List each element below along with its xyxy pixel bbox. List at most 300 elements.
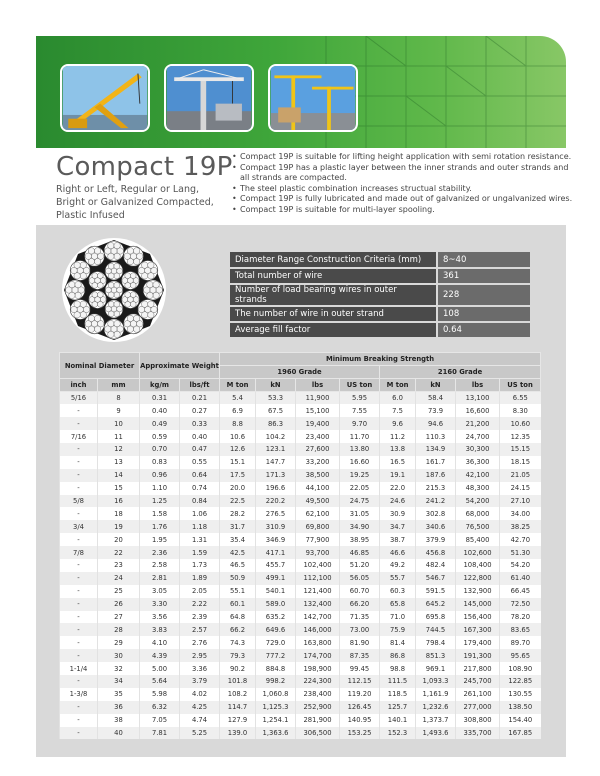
table-cell: 99.45	[340, 662, 380, 675]
table-cell: 112.15	[340, 675, 380, 688]
table-cell: 0.40	[180, 430, 220, 443]
column-header: M ton	[220, 379, 256, 392]
table-cell: 0.27	[180, 404, 220, 417]
feature-item: • Compact 19P is fully lubricated and made out of galvanized or ungalvanized wires.	[232, 194, 577, 205]
table-cell: 15,100	[296, 404, 340, 417]
table-cell: -	[60, 507, 98, 520]
table-cell: 0.33	[180, 417, 220, 430]
table-cell: 27,600	[296, 443, 340, 456]
table-cell: 90.2	[220, 662, 256, 675]
table-cell: 81.90	[340, 636, 380, 649]
table-cell: 25	[98, 585, 140, 598]
table-cell: 220.2	[256, 495, 296, 508]
spec-label: Diameter Range Construction Criteria (mm)	[230, 252, 437, 268]
table-cell: 798.4	[416, 636, 456, 649]
table-row	[60, 430, 541, 443]
table-cell: 277,000	[456, 701, 500, 714]
table-row	[60, 649, 541, 662]
table-cell: 110.3	[416, 430, 456, 443]
table-row	[60, 520, 541, 533]
outer-strand	[65, 280, 85, 300]
table-cell: 0.84	[180, 495, 220, 508]
table-cell: 19,400	[296, 417, 340, 430]
table-cell: 34.00	[500, 507, 541, 520]
table-cell: 101.8	[220, 675, 256, 688]
table-cell: 1.89	[180, 572, 220, 585]
table-cell: 28.2	[220, 507, 256, 520]
table-cell: 20.0	[220, 482, 256, 495]
table-cell: 61.40	[500, 572, 541, 585]
spec-row	[230, 322, 530, 338]
table-cell: 591.5	[416, 585, 456, 598]
table-cell: 72.50	[500, 598, 541, 611]
table-cell: 146,000	[296, 623, 340, 636]
table-cell: 35.4	[220, 533, 256, 546]
table-cell: -	[60, 701, 98, 714]
table-cell: 589.0	[256, 598, 296, 611]
table-cell: 42.70	[500, 533, 541, 546]
table-cell: 81.4	[380, 636, 416, 649]
rope-cross-section-diagram	[60, 236, 168, 344]
table-cell: 417.1	[256, 546, 296, 559]
table-cell: 75.9	[380, 623, 416, 636]
table-cell: 2.81	[140, 572, 180, 585]
table-cell: 163,800	[296, 636, 340, 649]
column-header: US ton	[340, 379, 380, 392]
table-cell: 31.05	[340, 507, 380, 520]
table-cell: 5.25	[180, 727, 220, 740]
table-cell: 54.20	[500, 559, 541, 572]
spec-value: 361	[437, 268, 530, 284]
table-cell: 24,700	[456, 430, 500, 443]
table-cell: 50.9	[220, 572, 256, 585]
table-row	[60, 662, 541, 675]
table-cell: 64.8	[220, 611, 256, 624]
table-cell: 102,400	[296, 559, 340, 572]
header-banner	[36, 36, 566, 148]
outer-strand	[143, 280, 163, 300]
table-cell: 7.55	[340, 404, 380, 417]
spec-label: Number of load bearing wires in outer strands	[230, 284, 437, 306]
inner-strand	[105, 300, 123, 318]
table-cell: 22	[98, 546, 140, 559]
table-cell: 42,100	[456, 469, 500, 482]
feature-item: • The steel plastic combination increases structual stability.	[232, 184, 577, 195]
table-cell: 30,300	[456, 443, 500, 456]
table-cell: 5.64	[140, 675, 180, 688]
table-cell: 1.18	[180, 520, 220, 533]
table-row	[60, 611, 541, 624]
table-row	[60, 495, 541, 508]
table-cell: 132,400	[296, 598, 340, 611]
table-cell: 241.2	[416, 495, 456, 508]
table-cell: -	[60, 585, 98, 598]
table-cell: 126.45	[340, 701, 380, 714]
table-cell: 4.02	[180, 688, 220, 701]
table-cell: 112,100	[296, 572, 340, 585]
table-cell: 74.3	[220, 636, 256, 649]
table-cell: 138.50	[500, 701, 541, 714]
table-cell: 245,700	[456, 675, 500, 688]
table-cell: 108,400	[456, 559, 500, 572]
table-cell: 11,900	[296, 391, 340, 404]
table-cell: 4.74	[180, 714, 220, 727]
column-header: lbs	[456, 379, 500, 392]
table-cell: 456.8	[416, 546, 456, 559]
table-cell: 140.95	[340, 714, 380, 727]
table-cell: 121,400	[296, 585, 340, 598]
table-cell: 118.5	[380, 688, 416, 701]
table-cell: 3.83	[140, 623, 180, 636]
table-cell: 5.4	[220, 391, 256, 404]
table-cell: 0.96	[140, 469, 180, 482]
table-cell: 8.30	[500, 404, 541, 417]
table-cell: 102,600	[456, 546, 500, 559]
table-cell: 147.7	[256, 456, 296, 469]
table-cell: 4.25	[180, 701, 220, 714]
table-cell: 12	[98, 443, 140, 456]
table-cell: 142,700	[296, 611, 340, 624]
table-row	[60, 469, 541, 482]
table-cell: -	[60, 469, 98, 482]
table-cell: 695.8	[416, 611, 456, 624]
table-cell: 5.95	[340, 391, 380, 404]
table-cell: 9	[98, 404, 140, 417]
table-cell: 60.70	[340, 585, 380, 598]
table-cell: 114.7	[220, 701, 256, 714]
core-strand	[105, 281, 123, 299]
table-cell: 12.6	[220, 443, 256, 456]
nominal-diameter-header: Nominal Diameter	[60, 353, 140, 379]
table-row	[60, 482, 541, 495]
table-cell: 38.95	[340, 533, 380, 546]
table-cell: 55.7	[380, 572, 416, 585]
table-cell: 1.25	[140, 495, 180, 508]
crane-boom-photo	[60, 64, 150, 132]
table-cell: 83.65	[500, 623, 541, 636]
table-cell: 1,161.9	[416, 688, 456, 701]
table-row	[60, 598, 541, 611]
table-cell: 1.10	[140, 482, 180, 495]
table-cell: 1.59	[180, 546, 220, 559]
table-cell: 6.9	[220, 404, 256, 417]
table-cell: 12.35	[500, 430, 541, 443]
table-cell: 40	[98, 727, 140, 740]
spec-label: Total number of wire	[230, 268, 437, 284]
table-cell: 171.3	[256, 469, 296, 482]
table-cell: 3.36	[180, 662, 220, 675]
table-cell: 15.1	[220, 456, 256, 469]
spec-value: 108	[437, 306, 530, 322]
table-cell: 335,700	[456, 727, 500, 740]
table-cell: 73.00	[340, 623, 380, 636]
table-cell: 27.10	[500, 495, 541, 508]
approximate-weight-header: Approximate Weight	[140, 353, 220, 379]
table-cell: 46.6	[380, 546, 416, 559]
table-cell: 18	[98, 507, 140, 520]
table-row	[60, 714, 541, 727]
table-row	[60, 675, 541, 688]
table-cell: 635.2	[256, 611, 296, 624]
table-cell: 0.55	[180, 456, 220, 469]
table-row	[60, 546, 541, 559]
table-cell: 79.3	[220, 649, 256, 662]
column-header: kN	[256, 379, 296, 392]
table-cell: 122.85	[500, 675, 541, 688]
table-cell: 302.8	[416, 507, 456, 520]
inner-strand	[105, 262, 123, 280]
table-cell: 48,300	[456, 482, 500, 495]
table-cell: 34	[98, 675, 140, 688]
table-cell: -	[60, 598, 98, 611]
feature-item: • Compact 19P is suitable for lifting height application with semi rotation resistance.	[232, 152, 577, 163]
outer-strand	[104, 241, 124, 261]
spec-row	[230, 252, 530, 268]
table-cell: 154.40	[500, 714, 541, 727]
table-cell: 261,100	[456, 688, 500, 701]
table-cell: 346.9	[256, 533, 296, 546]
table-cell: 0.21	[180, 391, 220, 404]
table-cell: 122,800	[456, 572, 500, 585]
table-cell: 139.0	[220, 727, 256, 740]
table-cell: 1.76	[140, 520, 180, 533]
product-title: Compact 19P	[56, 152, 233, 182]
table-cell: 1.73	[180, 559, 220, 572]
table-cell: 153.25	[340, 727, 380, 740]
table-cell: 224,300	[296, 675, 340, 688]
table-cell: 198,900	[296, 662, 340, 675]
table-cell: -	[60, 533, 98, 546]
table-cell: 62,100	[296, 507, 340, 520]
column-header: kN	[416, 379, 456, 392]
table-cell: 4.10	[140, 636, 180, 649]
table-cell: 85,400	[456, 533, 500, 546]
table-cell: -	[60, 404, 98, 417]
table-row	[60, 443, 541, 456]
table-cell: -	[60, 443, 98, 456]
table-cell: 455.7	[256, 559, 296, 572]
table-cell: 44,100	[296, 482, 340, 495]
table-cell: 58.4	[416, 391, 456, 404]
table-cell: -	[60, 572, 98, 585]
table-row	[60, 727, 541, 740]
table-cell: 15.15	[500, 443, 541, 456]
table-cell: 11	[98, 430, 140, 443]
table-cell: 19.25	[340, 469, 380, 482]
table-cell: 86.3	[256, 417, 296, 430]
table-cell: 9.6	[380, 417, 416, 430]
product-subtitle: Right or Left, Regular or Lang, Bright or Galvanized Compacted, Plastic Infused	[56, 184, 214, 221]
table-cell: 132,900	[456, 585, 500, 598]
table-cell: 3.56	[140, 611, 180, 624]
spec-label: Average fill factor	[230, 322, 437, 338]
table-cell: 281,900	[296, 714, 340, 727]
table-cell: -	[60, 611, 98, 624]
table-cell: 379.9	[416, 533, 456, 546]
table-cell: 11.70	[340, 430, 380, 443]
table-cell: 1,373.7	[416, 714, 456, 727]
table-cell: 340.6	[416, 520, 456, 533]
table-row	[60, 507, 541, 520]
outer-strand	[104, 319, 124, 339]
table-cell: 161.7	[416, 456, 456, 469]
table-cell: 8.8	[220, 417, 256, 430]
table-cell: 2.58	[140, 559, 180, 572]
table-cell: 38	[98, 714, 140, 727]
table-cell: 69,800	[296, 520, 340, 533]
table-cell: 76,500	[456, 520, 500, 533]
table-cell: 38.25	[500, 520, 541, 533]
table-cell: 23,400	[296, 430, 340, 443]
table-cell: 127.9	[220, 714, 256, 727]
table-cell: -	[60, 482, 98, 495]
table-cell: 20	[98, 533, 140, 546]
table-cell: 4.39	[140, 649, 180, 662]
table-cell: 28	[98, 623, 140, 636]
table-cell: 3.30	[140, 598, 180, 611]
table-cell: 87.35	[340, 649, 380, 662]
table-row	[60, 688, 541, 701]
table-cell: 66.20	[340, 598, 380, 611]
table-cell: 17.5	[220, 469, 256, 482]
table-cell: 2.95	[180, 649, 220, 662]
table-cell: 134.9	[416, 443, 456, 456]
table-cell: 66.45	[500, 585, 541, 598]
table-cell: 32	[98, 662, 140, 675]
table-cell: 1,254.1	[256, 714, 296, 727]
table-cell: 217,800	[456, 662, 500, 675]
table-cell: 10	[98, 417, 140, 430]
table-cell: 174,700	[296, 649, 340, 662]
table-cell: 98.8	[380, 662, 416, 675]
grade-2160-header: 2160 Grade	[380, 366, 541, 379]
table-cell: 7/16	[60, 430, 98, 443]
table-cell: 16.60	[340, 456, 380, 469]
table-row	[60, 456, 541, 469]
table-cell: 77,900	[296, 533, 340, 546]
table-cell: 156,400	[456, 611, 500, 624]
table-cell: 42.5	[220, 546, 256, 559]
table-cell: 482.4	[416, 559, 456, 572]
table-cell: 744.5	[416, 623, 456, 636]
table-cell: 22.5	[220, 495, 256, 508]
outer-strand	[138, 261, 158, 281]
table-cell: 238,400	[296, 688, 340, 701]
table-row	[60, 572, 541, 585]
table-cell: 60.1	[220, 598, 256, 611]
table-cell: 67.5	[256, 404, 296, 417]
inner-strand	[89, 291, 107, 309]
table-cell: 86.8	[380, 649, 416, 662]
table-cell: 540.1	[256, 585, 296, 598]
table-cell: 21,200	[456, 417, 500, 430]
table-cell: 95.65	[500, 649, 541, 662]
table-cell: 26	[98, 598, 140, 611]
table-cell: 66.2	[220, 623, 256, 636]
table-cell: 15	[98, 482, 140, 495]
table-cell: 130.55	[500, 688, 541, 701]
table-cell: 19	[98, 520, 140, 533]
spec-value: 228	[437, 284, 530, 306]
table-cell: 53.3	[256, 391, 296, 404]
table-cell: 38.7	[380, 533, 416, 546]
column-header: kg/m	[140, 379, 180, 392]
table-cell: 145,000	[456, 598, 500, 611]
spec-value: 0.64	[437, 322, 530, 338]
table-cell: 152.3	[380, 727, 416, 740]
feature-list	[232, 152, 577, 215]
table-cell: -	[60, 456, 98, 469]
table-cell: 31.7	[220, 520, 256, 533]
table-cell: 24.6	[380, 495, 416, 508]
column-header: mm	[98, 379, 140, 392]
table-cell: 108.2	[220, 688, 256, 701]
table-cell: 308,800	[456, 714, 500, 727]
table-cell: 3.05	[140, 585, 180, 598]
table-cell: 777.2	[256, 649, 296, 662]
table-cell: 16	[98, 495, 140, 508]
table-cell: 51.30	[500, 546, 541, 559]
table-cell: 13,100	[456, 391, 500, 404]
table-cell: 111.5	[380, 675, 416, 688]
table-cell: 24.15	[500, 482, 541, 495]
table-cell: 187.6	[416, 469, 456, 482]
table-cell: 7.81	[140, 727, 180, 740]
table-cell: 6.55	[500, 391, 541, 404]
table-cell: 11.2	[380, 430, 416, 443]
table-cell: 8	[98, 391, 140, 404]
outer-strand	[124, 314, 144, 334]
table-cell: 167,300	[456, 623, 500, 636]
table-row	[60, 636, 541, 649]
table-cell: 1.31	[180, 533, 220, 546]
table-row	[60, 559, 541, 572]
table-cell: 49,500	[296, 495, 340, 508]
table-cell: 2.22	[180, 598, 220, 611]
column-header: M ton	[380, 379, 416, 392]
table-cell: 0.83	[140, 456, 180, 469]
table-cell: 1,125.3	[256, 701, 296, 714]
table-cell: 1,493.6	[416, 727, 456, 740]
table-row	[60, 701, 541, 714]
table-cell: 34.7	[380, 520, 416, 533]
table-cell: 33,200	[296, 456, 340, 469]
table-cell: 0.40	[140, 404, 180, 417]
table-cell: 3/4	[60, 520, 98, 533]
table-cell: 78.20	[500, 611, 541, 624]
table-cell: 499.1	[256, 572, 296, 585]
table-cell: 2.39	[180, 611, 220, 624]
table-cell: 1,363.6	[256, 727, 296, 740]
grade-1960-header: 1960 Grade	[220, 366, 380, 379]
table-cell: 30.9	[380, 507, 416, 520]
table-cell: 51.20	[340, 559, 380, 572]
table-cell: 22.0	[380, 482, 416, 495]
spec-label: The number of wire in outer strand	[230, 306, 437, 322]
table-cell: 851.3	[416, 649, 456, 662]
table-cell: 104.2	[256, 430, 296, 443]
table-cell: 7/8	[60, 546, 98, 559]
table-cell: 276.5	[256, 507, 296, 520]
table-cell: 645.2	[416, 598, 456, 611]
table-cell: 0.70	[140, 443, 180, 456]
table-cell: 94.6	[416, 417, 456, 430]
spec-row	[230, 284, 530, 306]
table-cell: 10.6	[220, 430, 256, 443]
feature-item: • Compact 19P is suitable for multi-layer spooling.	[232, 205, 577, 216]
table-cell: 6.32	[140, 701, 180, 714]
table-cell: 6.0	[380, 391, 416, 404]
